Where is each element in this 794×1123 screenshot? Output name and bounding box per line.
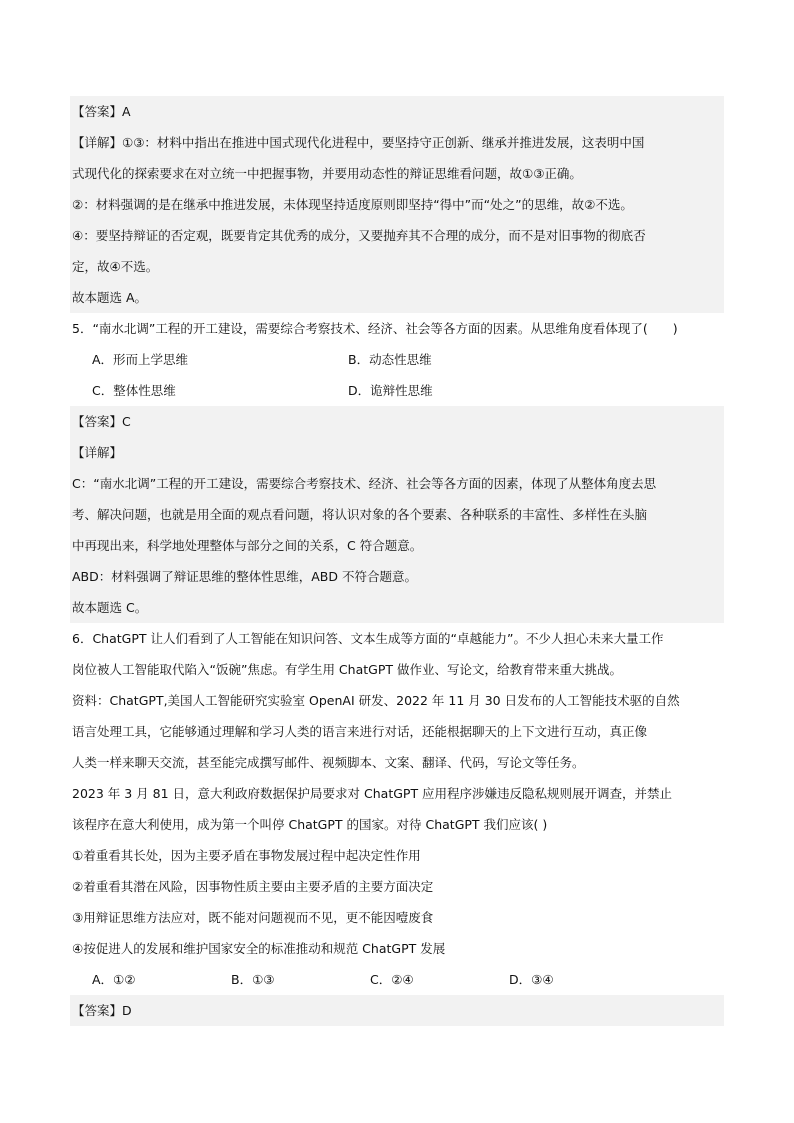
conclusion-line: 故本题选 C。 bbox=[70, 592, 724, 623]
options-row bbox=[70, 375, 724, 406]
option-d: D．③④ bbox=[509, 972, 554, 987]
material-line: 资料：ChatGPT,美国人工智能研究实验室 OpenAI 研发、2022 年 11 月 30 日发布的人工智能技术驱的自然 bbox=[72, 693, 680, 708]
detail-line: 考、解决问题，也就是用全面的观点看问题，将认识对象的各个要素、各种联系的丰富性、多样性在头脑 bbox=[70, 499, 724, 530]
material-line: 语言处理工具，它能够通过理解和学习人类的语言来进行对话，还能根据聊天的上下文进行互动，真正像 bbox=[72, 724, 648, 739]
option-d: D．诡辩性思维 bbox=[348, 383, 433, 398]
detail-line: ②：材料强调的是在继承中推进发展，未体现坚持适度原则即坚持“得中”而“处之”的思维，故②不选。 bbox=[70, 189, 724, 220]
detail-line: C：“南水北调”工程的开工建设，需要综合考察技术、经济、社会等各方面的因素，体现了从整体角度去思 bbox=[70, 468, 724, 499]
material-line: 人类一样来聊天交流，甚至能完成撰写邮件、视频脚本、文案、翻译、代码，写论文等任务。 bbox=[72, 755, 585, 770]
answer-label: 【答案】A bbox=[70, 96, 724, 127]
answer-label: 【答案】D bbox=[70, 995, 724, 1026]
material-line: 2023 年 3 月 81 日，意大利政府数据保护局要求对 ChatGPT 应用程序涉嫌违反隐私规则展开调查，并禁止 bbox=[72, 786, 673, 801]
answer-label: 【答案】C bbox=[70, 406, 724, 437]
question-stem: 6．ChatGPT 让人们看到了人工智能在知识问答、文本生成等方面的“卓越能力”。不少人担心未来大量工作 bbox=[72, 631, 664, 646]
document-page bbox=[70, 96, 724, 1026]
detail-line: 式现代化的探索要求在对立统一中把握事物，并要用动态性的辩证思维看问题，故①③正确。 bbox=[70, 158, 724, 189]
q4-answer-block bbox=[70, 96, 724, 313]
detail-line: ④：要坚持辩证的否定观，既要肯定其优秀的成分，又要抛弃其不合理的成分，而不是对旧事物的彻底否 bbox=[70, 220, 724, 251]
detail-label: 【详解】 bbox=[70, 437, 724, 468]
options-row bbox=[70, 964, 724, 995]
statement-3: ③用辩证思维方法应对，既不能对问题视而不见，更不能因噎废食 bbox=[72, 910, 434, 925]
question-6 bbox=[70, 623, 724, 1026]
option-b: B．①③ bbox=[231, 972, 275, 987]
question-5 bbox=[70, 313, 724, 623]
statement-1: ①着重看其长处，因为主要矛盾在事物发展过程中起决定性作用 bbox=[72, 848, 421, 863]
detail-line: 【详解】①③：材料中指出在推进中国式现代化进程中，要坚持守正创新、继承并推进发展，这表明中国 bbox=[70, 127, 724, 158]
question-stem: 5．“南水北调”工程的开工建设，需要综合考察技术、经济、社会等各方面的因素。从思维角度看体现了( ) bbox=[72, 321, 678, 336]
option-a: A．形而上学思维 bbox=[92, 352, 189, 367]
options-row bbox=[70, 344, 724, 375]
statement-4: ④按促进人的发展和维护国家安全的标准推动和规范 ChatGPT 发展 bbox=[72, 941, 446, 956]
question-stem: 岗位被人工智能取代陷入“饭碗”焦虑。有学生用 ChatGPT 做作业、写论文，给教育带来重大挑战。 bbox=[72, 662, 622, 677]
conclusion-line: 故本题选 A。 bbox=[70, 282, 724, 313]
statement-2: ②着重看其潜在风险，因事物性质主要由主要矛盾的主要方面决定 bbox=[72, 879, 434, 894]
detail-line: 中再现出来，科学地处理整体与部分之间的关系，C 符合题意。 bbox=[70, 530, 724, 561]
material-line: 该程序在意大利使用，成为第一个叫停 ChatGPT 的国家。对待 ChatGPT 我们应该( ) bbox=[72, 817, 548, 832]
option-a: A．①② bbox=[92, 972, 136, 987]
option-c: C．整体性思维 bbox=[92, 383, 176, 398]
option-c: C．②④ bbox=[370, 972, 414, 987]
detail-line: 定，故④不选。 bbox=[70, 251, 724, 282]
detail-line: ABD：材料强调了辩证思维的整体性思维，ABD 不符合题意。 bbox=[70, 561, 724, 592]
option-b: B．动态性思维 bbox=[348, 352, 432, 367]
